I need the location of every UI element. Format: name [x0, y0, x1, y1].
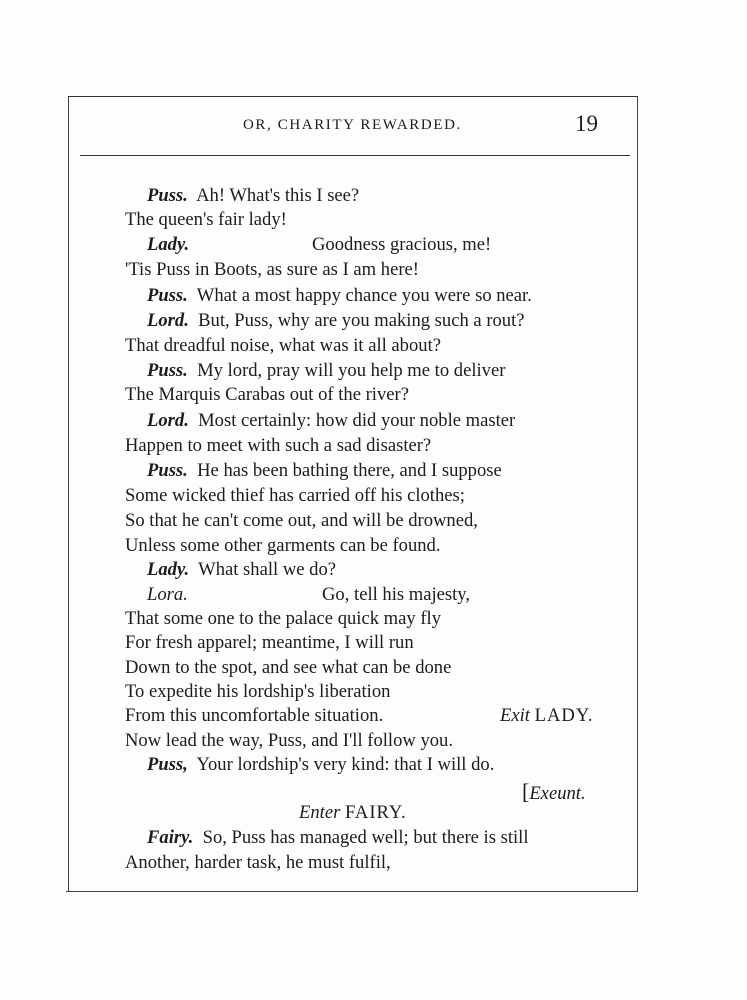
text-line-12: Puss. He has been bathing there, and I suppose — [147, 460, 502, 481]
text-line-16: Lady. What shall we do? — [147, 559, 336, 580]
stage-direction-exeunt: [Exeunt. — [522, 779, 586, 804]
page-number: 19 — [575, 111, 598, 136]
text-line-18: That some one to the palace quick may fly — [125, 608, 441, 629]
text-line-20: Down to the spot, and see what can be done — [125, 657, 452, 678]
text-line-15: Unless some other garments can be found. — [125, 535, 441, 556]
header-rule — [80, 155, 630, 156]
text-line-23: Now lead the way, Puss, and I'll follow you. — [125, 730, 454, 751]
text-line-13: Some wicked thief has carried off his clothes; — [125, 485, 465, 506]
speaker-lady: Lady. — [147, 234, 190, 255]
text-line-4: 'Tis Puss in Boots, as sure as I am here! — [125, 259, 419, 280]
text-line-11: Happen to meet with such a sad disaster? — [125, 435, 432, 456]
text-line-9: The Marquis Carabas out of the river? — [125, 384, 409, 405]
text-line-3: Goodness gracious, me! — [312, 234, 492, 255]
text-line-26: Another, harder task, he must fulfil, — [125, 852, 391, 873]
text-line-7: That dreadful noise, what was it all about? — [125, 335, 441, 356]
text-line-22: From this uncomfortable situation. — [125, 705, 384, 726]
running-title: OR, CHARITY REWARDED. — [243, 117, 462, 133]
text-line-8: Puss. My lord, pray will you help me to deliver — [147, 360, 506, 381]
text-line-2: The queen's fair lady! — [125, 209, 287, 230]
text-line-1: Puss. Ah! What's this I see? — [147, 185, 360, 206]
stage-direction-exit: Exit LADY. — [500, 705, 594, 726]
speaker-lord-alt: Lora. — [147, 584, 188, 605]
bottom-rule — [66, 891, 638, 892]
text-line-24: Puss, Your lordship's very kind: that I will do. — [147, 754, 495, 775]
text-line-17: Go, tell his majesty, — [322, 584, 471, 605]
text-line-25: Fairy. So, Puss has managed well; but there is still — [147, 827, 529, 848]
text-line-21: To expedite his lordship's liberation — [125, 681, 391, 702]
top-rule — [68, 96, 638, 97]
text-line-14: So that he can't come out, and will be drowned, — [125, 510, 478, 531]
stage-direction-enter: Enter FAIRY. — [299, 802, 407, 823]
text-line-6: Lord. But, Puss, why are you making such a rout? — [147, 310, 525, 331]
text-line-10: Lord. Most certainly: how did your noble master — [147, 410, 516, 431]
text-line-5: Puss. What a most happy chance you were so near. — [147, 285, 532, 306]
text-line-19: For fresh apparel; meantime, I will run — [125, 632, 414, 653]
